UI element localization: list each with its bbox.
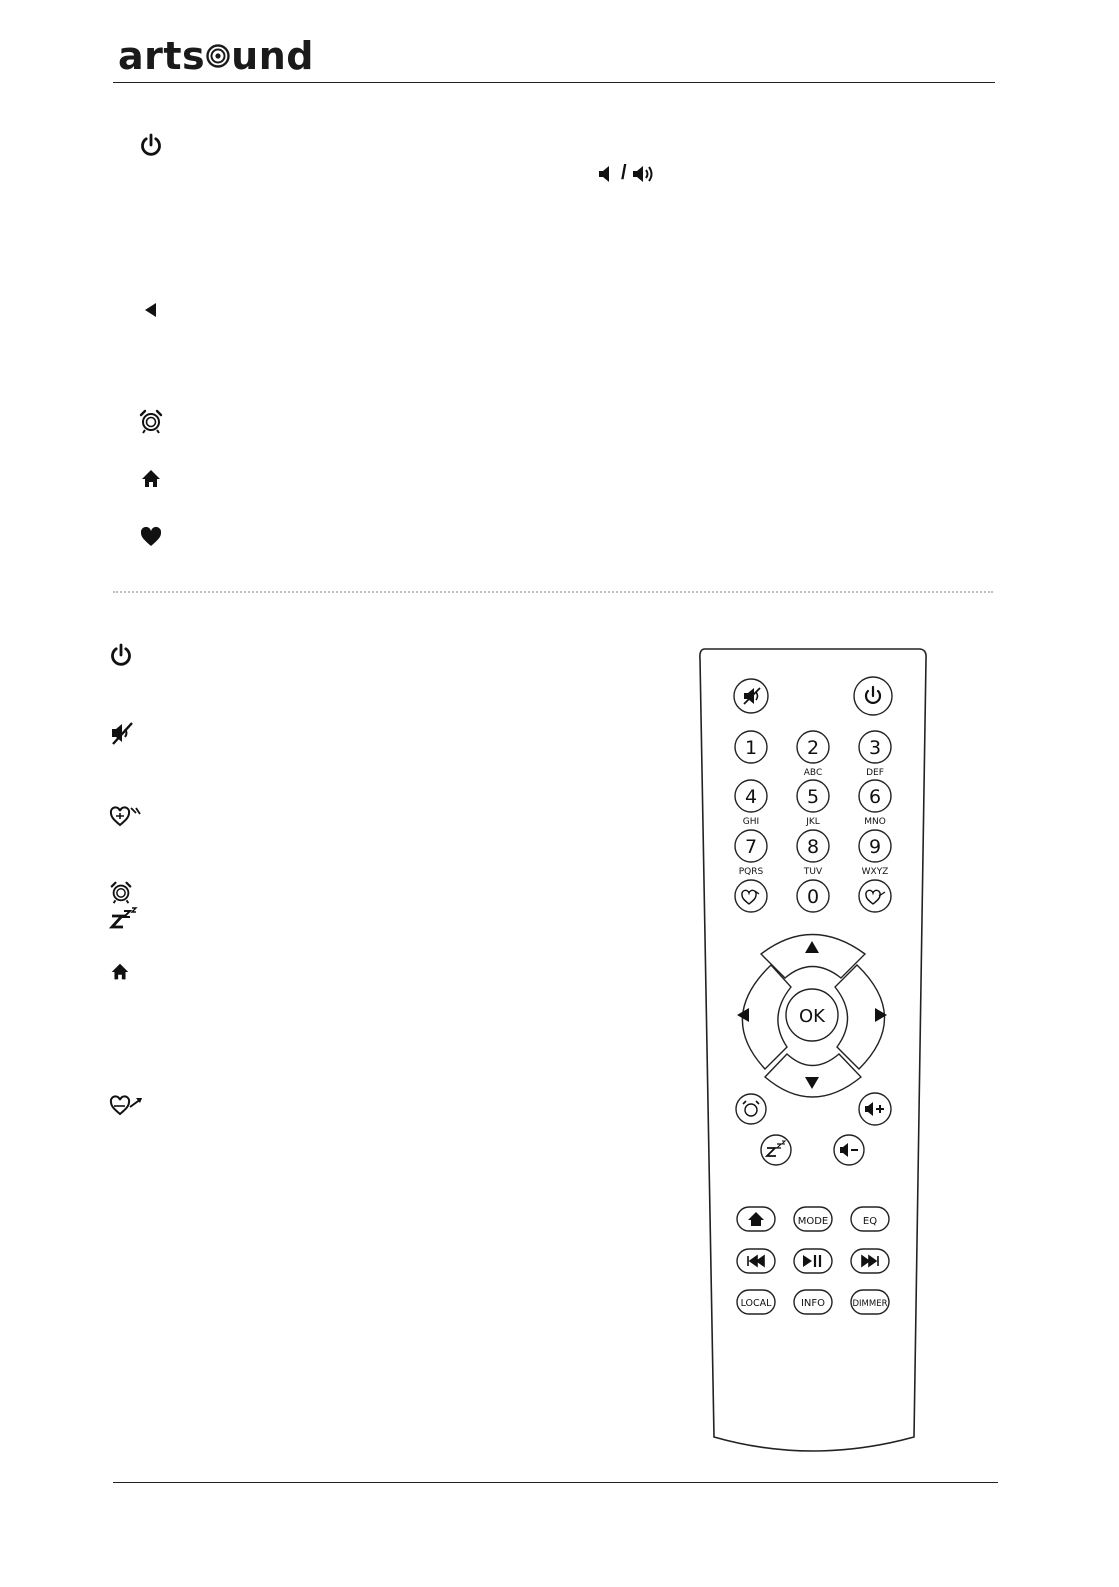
home-icon: [108, 960, 132, 984]
remote-key-digit: 3: [868, 737, 882, 759]
mute-icon: [109, 720, 135, 746]
brand-logo: [118, 36, 314, 80]
favorite-recall-icon: [109, 1093, 145, 1117]
footer-rule: [113, 1482, 998, 1483]
remote-info-label: INFO: [800, 1298, 826, 1309]
remote-eq-label: EQ: [862, 1216, 878, 1227]
remote-key-letters: GHI: [742, 817, 760, 827]
sleep-icon: [109, 906, 143, 930]
remote-key-digit: 0: [806, 886, 820, 908]
volume-separator: /: [621, 162, 627, 184]
power-icon: [108, 642, 134, 668]
alarm-icon: [109, 880, 133, 904]
remote-key-digit: 9: [868, 836, 882, 858]
remote-key-digit: 6: [868, 786, 882, 808]
remote-key-digit: 4: [744, 786, 758, 808]
remote-key-digit: 1: [744, 737, 758, 759]
remote-key-digit: 7: [744, 836, 758, 858]
volume-down-icon: [597, 164, 617, 184]
remote-key-letters: MNO: [864, 817, 886, 827]
left-arrow-icon: [138, 297, 164, 323]
logo-text-post: und: [231, 34, 314, 78]
remote-key-digit: 8: [806, 836, 820, 858]
logo-text-pre: arts: [118, 34, 206, 78]
volume-up-icon: [631, 164, 657, 184]
power-icon: [138, 132, 164, 158]
remote-key-digit: 5: [806, 786, 820, 808]
remote-control: [697, 647, 929, 1455]
heart-icon: [138, 524, 164, 550]
remote-key-letters: WXYZ: [861, 867, 889, 877]
alarm-icon: [138, 408, 164, 434]
remote-key-letters: JKL: [806, 817, 820, 827]
volume-icons-pair: [597, 162, 657, 185]
remote-local-label: LOCAL: [740, 1298, 772, 1309]
favorite-add-icon: [109, 804, 143, 828]
remote-dimmer-label: DIMMER: [852, 1299, 888, 1309]
remote-ok-label: OK: [799, 1006, 825, 1027]
remote-key-letters: TUV: [803, 867, 823, 877]
remote-mode-label: MODE: [797, 1216, 829, 1227]
remote-key-letters: DEF: [866, 768, 884, 778]
home-icon: [138, 466, 164, 492]
remote-key-letters: PQRS: [738, 867, 764, 877]
section-divider: [113, 591, 993, 593]
logo-speaker-o-icon: [206, 44, 230, 68]
remote-key-digit: 2: [806, 737, 820, 759]
remote-key-letters: ABC: [803, 768, 823, 778]
header-rule: [113, 82, 995, 83]
